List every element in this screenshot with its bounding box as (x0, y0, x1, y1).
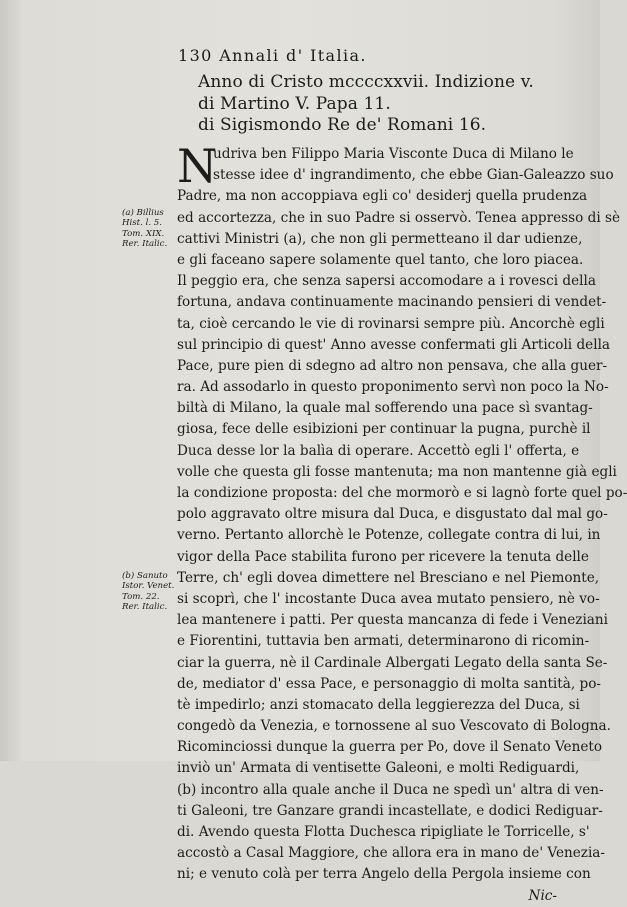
text-line: la condizione proposta: del che mormorò e si lagnò forte quel po- (177, 485, 627, 501)
text-line: vigor della Pace stabilita furono per ricevere la tenuta delle (177, 548, 589, 565)
text-line: Pace, pure pien di sdegno ad altro non pensava, che alla guer- (177, 357, 608, 374)
text-line: Il peggio era, che senza sapersi accomodare a i rovesci della (177, 273, 596, 290)
sidenote-line: Rer. Italic. (122, 602, 168, 613)
catchword: Nic- (528, 887, 557, 904)
drop-cap: N (177, 139, 218, 193)
year-heading-line-2: di Martino V. Papa 11. (198, 94, 391, 114)
text-line: cattivi Ministri (a), che non gli permetteano il dar udienze, (177, 230, 583, 247)
text-line: (b) incontro alla quale anche il Duca ne spedì un' altra di ven- (177, 781, 604, 798)
text-line: ti Galeoni, tre Ganzare grandi incastellate, e dodici Rediguar- (177, 802, 603, 819)
text-line: ciar la guerra, nè il Cardinale Albergati Legato della santa Se- (177, 654, 608, 671)
text-line: accostò a Casal Maggiore, che allora era in mano de' Venezia- (177, 845, 605, 862)
text-line: volle che questa gli fosse mantenuta; ma non mantenne già egli (177, 463, 617, 480)
sidenote-a (122, 208, 176, 250)
text-line: di. Avendo questa Flotta Duchesca ripigliate le Torricelle, s' (177, 824, 590, 840)
sidenote-line: Rer. Italic. (122, 239, 168, 250)
text-line: fortuna, andava continuamente macinando pensieri di vendet- (177, 294, 607, 311)
sidenote-line: Tom. XIX. (122, 228, 165, 239)
text-line: inviò un' Armata di ventisette Galeoni, e molti Rediguardi, (177, 760, 580, 777)
text-line: biltà di Milano, la quale mal sofferendo una pace sì svantag- (177, 400, 593, 417)
text-line: si scoprì, che l' incostante Duca avea mutato pensiero, nè vo- (177, 590, 600, 607)
sidenote-line: Tom. 22. (122, 591, 160, 602)
sidenote-line: (a) Billius (122, 208, 164, 218)
text-line: e gli faceano sapere solamente quel tanto, che loro piacea. (177, 251, 584, 268)
text-line: sul principio di quest' Anno avesse confermati gli Articoli della (177, 336, 611, 353)
text-line: de, mediator d' essa Pace, e personaggio di molta santità, po- (177, 675, 601, 692)
sidenote-line: Hist. l. 5. (122, 218, 162, 229)
text-line: Ricominciossi dunque la guerra per Po, dove il Senato Veneto (177, 739, 603, 756)
main-text (177, 139, 627, 907)
text-line: Terre, ch' egli dovea dimettere nel Bresciano e nel Piemonte, (177, 569, 600, 586)
text-line: Padre, ma non accoppiava egli co' desiderj quella prudenza (177, 188, 588, 205)
text-line: stesse idee d' ingrandimento, che ebbe Gian-Galeazzo suo (213, 167, 614, 184)
text-line: ra. Ad assodarlo in questo proponimento servì non poco la No- (177, 379, 609, 396)
text-line: giosa, fece delle esibizioni per continuar la pugna, purchè il (177, 421, 591, 438)
text-line: Duca desse lor la balìa di operare. Accettò egli l' offerta, e (177, 442, 580, 459)
sidenote-line: Istor. Venet. (122, 581, 175, 592)
text-line: ni; e venuto colà per terra Angelo della Pergola insieme con (177, 866, 591, 883)
text-line: ed accortezza, che in suo Padre si osservò. Tenea appresso di sè (177, 209, 621, 226)
text-line: tè impedirlo; anzi stomacato della leggierezza del Duca, si (177, 696, 580, 713)
text-line: congedò da Venezia, e tornossene al suo Vescovato di Bologna. (177, 718, 611, 735)
year-heading-line-1: Anno di Cristo mccccxxvii. Indizione v. (198, 72, 534, 92)
text-line: lea mantenere i patti. Per questa mancanza di fede i Veneziani (177, 612, 609, 629)
text-line: polo aggravato oltre misura dal Duca, e disgustato dal mal go- (177, 506, 608, 523)
text-line: verno. Pertanto allorchè le Potenze, collegate contra di lui, in (177, 527, 601, 544)
sidenote-b (122, 571, 176, 613)
year-heading-line-3: di Sigismondo Re de' Romani 16. (198, 115, 487, 135)
running-head: 130 Annali d' Italia. (178, 46, 367, 65)
text-line: e Fiorentini, tuttavia ben armati, determinarono di ricomin- (177, 633, 590, 650)
text-line: udriva ben Filippo Maria Visconte Duca di Milano le (213, 146, 574, 162)
text-line: ta, cioè cercando le vie di rovinarsi sempre più. Ancorchè egli (177, 315, 605, 332)
sidenote-line: (b) Sanuto (122, 571, 168, 581)
